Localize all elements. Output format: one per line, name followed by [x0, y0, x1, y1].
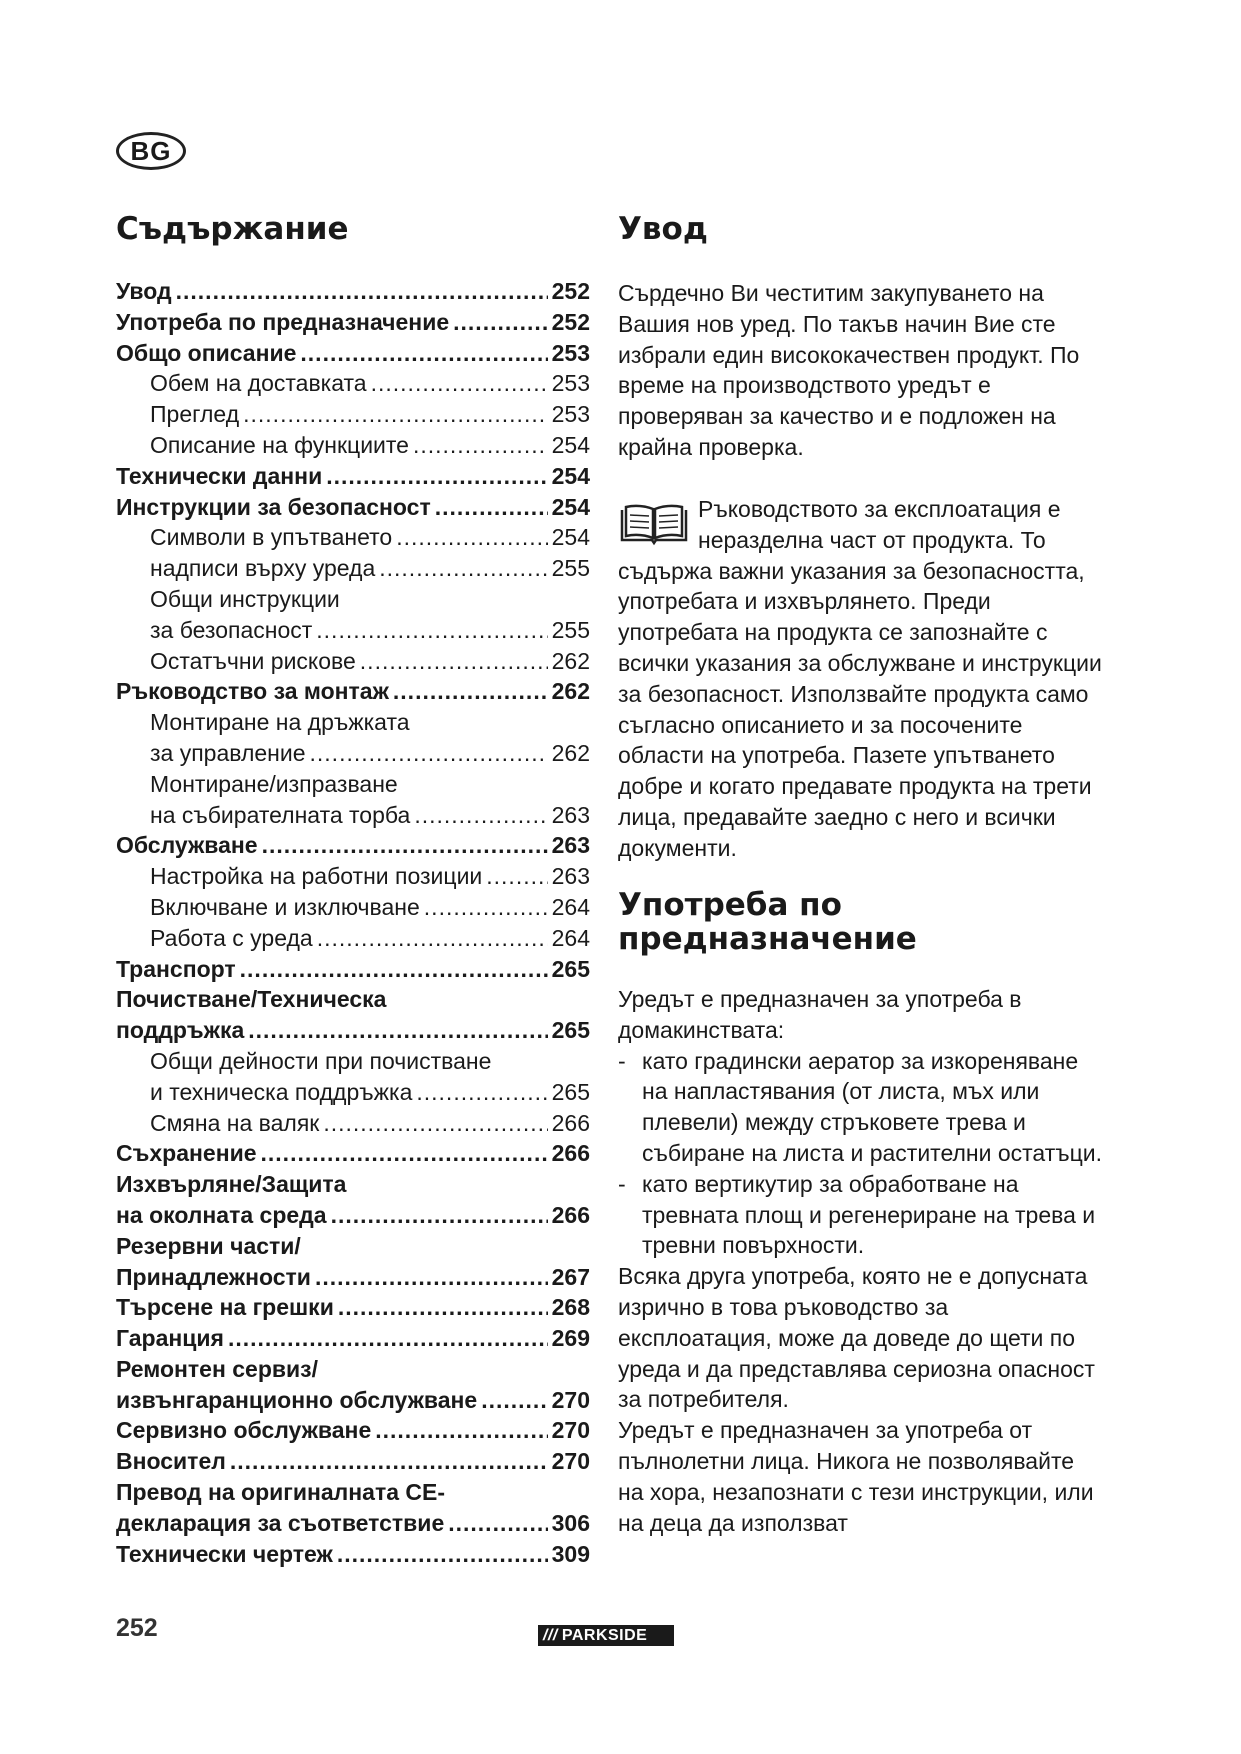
toc-entry: [116, 676, 590, 707]
toc-leader-dots: [300, 338, 547, 369]
toc-entry-page: 255: [551, 616, 590, 643]
list-item-text: като градински аератор за изкореняване на напластявания (от листа, мъх или плевели) между стръковете трева и събиране на листа и растителни остатъци.: [642, 1047, 1103, 1166]
toc-entry-text: Търсене на грешки: [116, 1294, 334, 1321]
toc-entry-page: 264: [551, 893, 590, 920]
toc-entry-text: поддръжка: [116, 1017, 245, 1044]
toc-leader-dots: [413, 430, 548, 461]
toc-leader-dots: [337, 1539, 548, 1570]
toc-entry: [116, 830, 590, 861]
toc-entry-text: Описание на функциите: [150, 431, 409, 458]
page-number: 252: [116, 1614, 158, 1642]
toc-entry-page: 266: [551, 1140, 590, 1167]
toc-entry-page: 267: [551, 1263, 590, 1290]
toc-entry-text: Почистване/Техническа: [116, 986, 387, 1013]
toc-entry: [116, 522, 590, 553]
toc-leader-dots: [338, 1292, 548, 1323]
toc-entry: [116, 1015, 590, 1046]
toc-entry: [116, 1446, 590, 1477]
toc-entry-text: на околната среда: [116, 1201, 327, 1228]
toc-entry: [116, 276, 590, 307]
toc-entry: [116, 923, 590, 954]
toc-entry: [116, 1508, 590, 1539]
toc-entry: [116, 461, 590, 492]
toc-leader-dots: [240, 954, 548, 985]
toc-entry: [116, 984, 590, 1015]
manual-note: Ръководството за експлоатация е неразделна част от продукта. То съдържа важни указания за безопасността, употребата и изхвърлянето. Преди употребата на продукта се запознайте с всички указания за обслужване и инструкции за безопасност. Използвайте продукта само съгласно описанието и за посочените области на употреба. Пазете упътването добре и когато предавате продукта на трети лица, предавайте заедно с него и всички документи.: [618, 496, 1102, 861]
toc-entry-text: Ръководство за монтаж: [116, 678, 389, 705]
toc-entry-page: 253: [551, 339, 590, 366]
toc-entry-text: Преглед: [150, 401, 240, 428]
toc-entry-page: 253: [551, 401, 590, 428]
toc-entry-text: Превод на оригиналната CE-: [116, 1479, 446, 1506]
toc-entry-page: 270: [551, 1386, 590, 1413]
toc-leader-dots: [262, 830, 548, 861]
toc-entry-text: Инструкции за безопасност: [116, 493, 431, 520]
toc-leader-dots: [310, 738, 548, 769]
toc-entry-text: Гаранция: [116, 1325, 224, 1352]
language-badge: BG: [116, 132, 186, 170]
toc-leader-dots: [424, 892, 548, 923]
toc-entry-page: 262: [551, 647, 590, 674]
toc-entry: [116, 430, 590, 461]
toc-leader-dots: [448, 1508, 547, 1539]
toc-entry-page: 254: [551, 462, 590, 489]
toc-entry-text: Символи в упътването: [150, 524, 393, 551]
toc-entry-page: 255: [551, 555, 590, 582]
dash-bullet: -: [618, 1170, 626, 1197]
intended-use-paragraph: Уредът е предназначен за употреба от пълнолетни лица. Никога не позволявайте на хора, незапознати с тези инструкции, или на деца да използват: [618, 1417, 1094, 1536]
toc-leader-dots: [396, 522, 547, 553]
toc-leader-dots: [326, 461, 547, 492]
toc-entry-text: Сервизно обслужване: [116, 1417, 372, 1444]
toc-entry-text: Общо описание: [116, 339, 297, 366]
toc-entry-text: Увод: [116, 278, 172, 304]
toc-entry-text: надписи върху уреда: [150, 555, 376, 582]
toc-leader-dots: [230, 1446, 548, 1477]
toc-entry-page: 262: [551, 678, 590, 705]
toc-leader-dots: [481, 1385, 547, 1416]
toc-entry-text: за управление: [150, 739, 306, 766]
toc-entry-page: 254: [551, 431, 590, 458]
toc-entry: [116, 954, 590, 985]
toc-entry-text: Изхвърляне/Защита: [116, 1171, 347, 1198]
toc-entry-page: 263: [551, 863, 590, 890]
toc-entry-text: Резервни части/: [116, 1232, 301, 1259]
toc-entry-text: за безопасност: [150, 616, 313, 643]
toc-entry-page: 265: [551, 955, 590, 982]
toc-entry-page: 270: [551, 1448, 590, 1475]
toc-entry: [116, 861, 590, 892]
toc-entry-page: 252: [551, 308, 590, 335]
toc-entry-text: Технически чертеж: [116, 1540, 333, 1567]
toc-entry: [116, 800, 590, 831]
toc-entry-text: Работа с уреда: [150, 924, 313, 951]
toc-entry: [116, 1415, 590, 1446]
toc-entry-text: Транспорт: [116, 955, 236, 982]
toc-entry: [116, 1292, 590, 1323]
toc-entry: [116, 1354, 590, 1385]
toc-entry-page: 262: [551, 739, 590, 766]
toc-entry: [116, 1138, 590, 1169]
toc-entry-text: Ремонтен сервиз/: [116, 1355, 318, 1382]
toc-entry: [116, 615, 590, 646]
toc-leader-dots: [228, 1323, 548, 1354]
table-of-contents: [116, 276, 590, 1569]
toc-leader-dots: [360, 646, 548, 677]
intro-paragraph: Сърдечно Ви честитим закупуването на Вашия нов уред. По такъв начин Вие сте избрали един висококачествен продукт. По време на производството уредът е проверяван за качество и е подложен на крайна проверка.: [618, 280, 1080, 460]
toc-entry: [116, 584, 590, 615]
toc-entry: [116, 307, 590, 338]
toc-entry-page: 263: [551, 801, 590, 828]
toc-entry-text: извънгаранционно обслужване: [116, 1386, 478, 1413]
toc-leader-dots: [248, 1015, 547, 1046]
toc-leader-dots: [323, 1108, 547, 1139]
toc-entry-page: 264: [551, 924, 590, 951]
toc-entry: [116, 769, 590, 800]
intended-use-title: Употреба по предназначение: [618, 887, 917, 957]
toc-entry: [116, 492, 590, 523]
toc-entry-page: 266: [551, 1201, 590, 1228]
toc-entry: [116, 553, 590, 584]
toc-entry: [116, 1077, 590, 1108]
toc-leader-dots: [331, 1200, 548, 1231]
toc-entry-page: 309: [551, 1540, 590, 1567]
toc-entry-text: на събирателната торба: [150, 801, 411, 828]
toc-entry: [116, 1385, 590, 1416]
toc-entry-text: Обем на доставката: [150, 370, 367, 397]
toc-entry: [116, 707, 590, 738]
toc-entry-page: 265: [551, 1078, 590, 1105]
toc-leader-dots: [393, 676, 548, 707]
toc-leader-dots: [435, 492, 548, 523]
toc-entry-text: Настройка на работни позиции: [150, 863, 483, 890]
toc-entry: [116, 892, 590, 923]
toc-entry: [116, 646, 590, 677]
toc-entry: [116, 1262, 590, 1293]
toc-leader-dots: [379, 553, 547, 584]
toc-leader-dots: [416, 1077, 547, 1108]
toc-leader-dots: [261, 1138, 548, 1169]
toc-entry: [116, 738, 590, 769]
toc-leader-dots: [453, 307, 547, 338]
toc-entry-page: 252: [551, 278, 590, 304]
toc-entry-page: 254: [551, 493, 590, 520]
list-item: [618, 1169, 1103, 1261]
toc-leader-dots: [317, 923, 548, 954]
toc-entry: [116, 368, 590, 399]
intro-title: Увод: [618, 211, 708, 247]
toc-entry-text: Монтиране/изпразване: [150, 770, 398, 797]
toc-entry: [116, 399, 590, 430]
toc-leader-dots: [371, 368, 548, 399]
toc-entry-text: Съхранение: [116, 1140, 257, 1167]
brand-name: PARKSIDE: [561, 1626, 648, 1644]
list-item-text: като вертикутир за обработване на тревната площ и регенериране на трева и тревни повърхности.: [642, 1170, 1096, 1259]
toc-entry-text: Употреба по предназначение: [116, 308, 450, 335]
toc-entry: [116, 1539, 590, 1570]
toc-leader-dots: [316, 615, 547, 646]
toc-entry-text: Общи инструкции: [150, 585, 340, 612]
toc-title: Съдържание: [116, 211, 349, 247]
intended-use-paragraph: Всяка друга употреба, която не е допусната изрично в това ръководство за експлоатация, може да доведе до щети по уреда и да представлява сериозна опасност за потребителя.: [618, 1263, 1095, 1413]
toc-leader-dots: [414, 800, 547, 831]
toc-leader-dots: [315, 1262, 548, 1293]
toc-leader-dots: [243, 399, 548, 430]
toc-entry-page: 254: [551, 524, 590, 551]
open-book-icon: [618, 502, 690, 546]
toc-entry-text: Принадлежности: [116, 1263, 311, 1290]
toc-entry-text: Остатъчни рискове: [150, 647, 356, 674]
toc-entry-page: 268: [551, 1294, 590, 1321]
toc-entry-page: 265: [551, 1017, 590, 1044]
toc-entry-page: 270: [551, 1417, 590, 1444]
intended-use-text: [618, 984, 1103, 1538]
toc-entry-text: Смяна на валяк: [150, 1109, 320, 1136]
toc-leader-dots: [375, 1415, 547, 1446]
dash-bullet: -: [618, 1047, 626, 1074]
brand-slashes: ///: [543, 1626, 558, 1644]
toc-entry-text: и техническа поддръжка: [150, 1078, 413, 1105]
toc-entry-text: Монтиране на дръжката: [150, 709, 410, 736]
list-item: [618, 1046, 1103, 1169]
toc-entry-text: Вносител: [116, 1448, 226, 1475]
toc-leader-dots: [176, 276, 548, 307]
toc-entry: [116, 1046, 590, 1077]
toc-entry-text: декларация за съответствие: [116, 1509, 445, 1536]
toc-entry: [116, 1231, 590, 1262]
toc-leader-dots: [486, 861, 547, 892]
toc-entry-page: 306: [551, 1509, 590, 1536]
toc-entry: [116, 1477, 590, 1508]
toc-entry-page: 269: [551, 1325, 590, 1352]
toc-entry: [116, 1169, 590, 1200]
toc-entry-text: Включване и изключване: [150, 893, 420, 920]
toc-entry-page: 263: [551, 832, 590, 859]
toc-entry: [116, 1108, 590, 1139]
toc-entry: [116, 1200, 590, 1231]
toc-entry: [116, 1323, 590, 1354]
intended-use-lead: Уредът е предназначен за употреба в домакинствата:: [618, 986, 1022, 1043]
toc-entry-text: Общи дейности при почистване: [150, 1047, 492, 1074]
brand-logo: [538, 1625, 674, 1646]
toc-entry-text: Обслужване: [116, 832, 258, 859]
toc-entry-page: 253: [551, 370, 590, 397]
toc-entry: [116, 338, 590, 369]
toc-entry-text: Технически данни: [116, 462, 323, 489]
toc-entry-page: 266: [551, 1109, 590, 1136]
